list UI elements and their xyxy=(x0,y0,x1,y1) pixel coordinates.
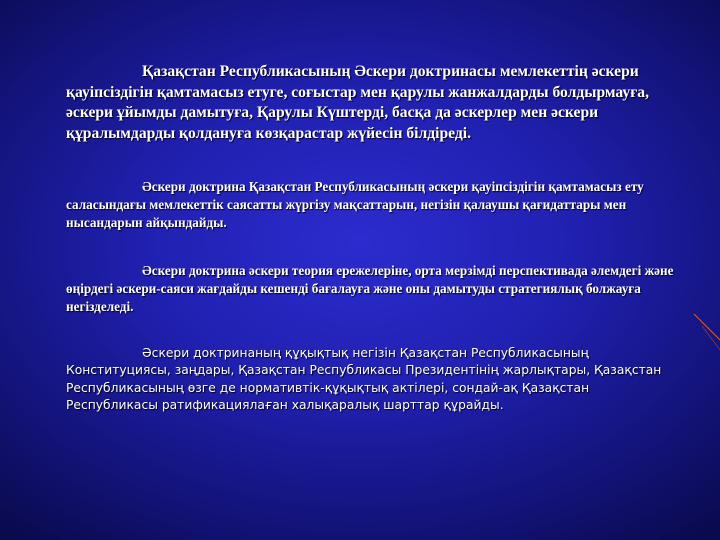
paragraph-definition-text: Қазақстан Республикасының Әскери доктринасы мемлекеттің әскери қауіпсіздігін қамтамасыз етуге, соғыстар мен қарулы жанжалдарды болдырмауға, әскери ұйымды дамытуға, Қарулы Күштерді, басқа да әскерлер мен әскери құралымдарды қолдануға көзқарастар жүйесін білдіреді. xyxy=(66,63,649,142)
paragraph-purpose-text: Әскери доктрина Қазақстан Республикасының әскери қауіпсіздігін қамтамасыз ету саласындағы мемлекеттік саясатты жүргізу мақсаттарын, негізін қалаушы қағидаттары мен нысандарын айқындайды. xyxy=(66,179,644,230)
corner-decoration xyxy=(690,300,720,360)
paragraph-definition xyxy=(66,62,682,144)
paragraph-purpose xyxy=(66,178,682,231)
paragraph-legal-basis xyxy=(66,345,682,415)
paragraph-basis-text: Әскери доктрина әскери теория ережелеріне, орта мерзімді перспективада әлемдегі және өңірдегі әскери-саяси жағдайды кешенді бағалауға және оны дамытуды стратегиялық болжауға негізделеді. xyxy=(66,263,674,314)
paragraph-basis xyxy=(66,262,682,315)
paragraph-legal-basis-text: Әскери доктринаның құқықтық негізін Қазақстан Республикасының Конституциясы, заңдары, Қазақстан Республикасы Президентінің жарлықтары, Қазақстан Республикасының өзге де нормативтік-құқықтық актілері, сондай-ақ Қазақстан Республикасы ратификациялаған халықаралық шарттар құрайды. xyxy=(66,346,662,413)
